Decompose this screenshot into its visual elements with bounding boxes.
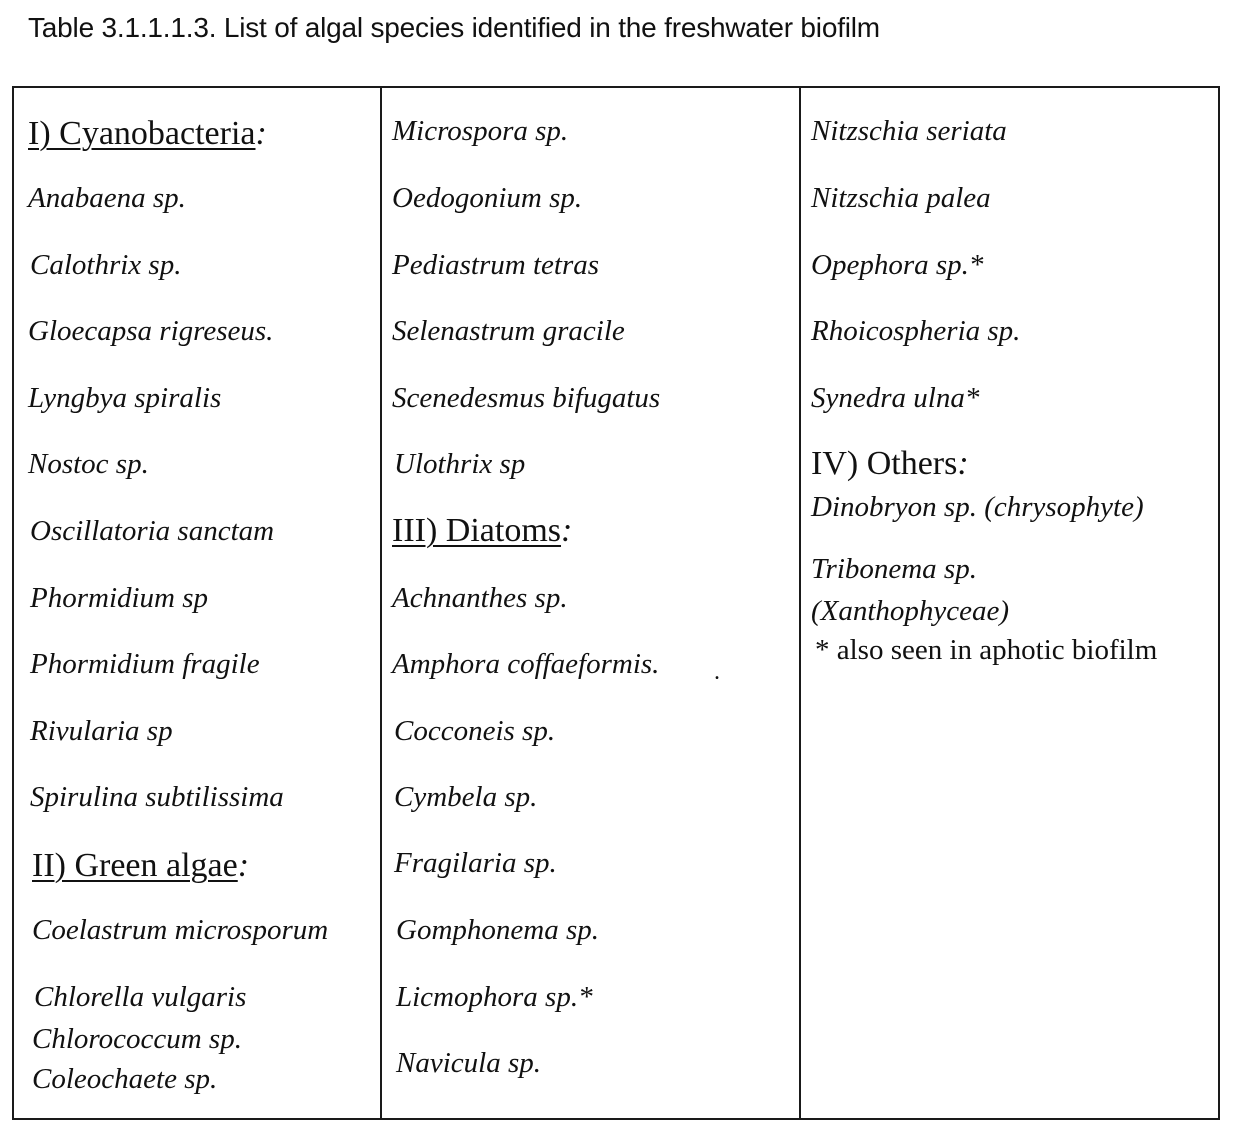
species-entry: Achnanthes sp. xyxy=(392,582,568,614)
species-entry: Cocconeis sp. xyxy=(394,715,556,747)
species-entry: Spirulina subtilissima xyxy=(30,781,284,813)
species-entry: Rivularia sp xyxy=(30,715,173,747)
species-entry: Fragilaria sp. xyxy=(394,847,557,879)
species-entry: Selenastrum gracile xyxy=(392,315,625,347)
section-heading-ii-green-algae xyxy=(32,846,249,886)
footnote: * also seen in aphotic biofilm xyxy=(815,634,1158,666)
column-cyanobacteria-green-algae xyxy=(28,88,378,1118)
species-entry: Rhoicospheria sp. xyxy=(811,315,1021,347)
species-entry: Chlorella vulgaris xyxy=(34,981,247,1013)
section-heading-label: II) Green algae xyxy=(32,847,238,884)
section-heading-iv-others xyxy=(811,444,969,484)
section-heading-label: IV) Others xyxy=(811,445,958,482)
species-entry: Pediastrum tetras xyxy=(392,249,600,281)
species-entry: Phormidium sp xyxy=(30,582,209,614)
section-heading-label: I) Cyanobacteria xyxy=(28,115,256,152)
section-heading-colon: : xyxy=(255,115,267,152)
species-table xyxy=(12,86,1220,1120)
section-heading-colon: : xyxy=(957,445,969,482)
species-entry: Lyngbya spiralis xyxy=(28,382,222,414)
species-entry: Oedogonium sp. xyxy=(392,182,583,214)
species-entry: Opephora sp.* xyxy=(811,249,984,281)
section-heading-colon: : xyxy=(561,512,573,549)
species-entry: Navicula sp. xyxy=(396,1047,541,1079)
column-divider xyxy=(799,88,801,1118)
species-entry: Nitzschia palea xyxy=(811,182,991,214)
species-entry: Tribonema sp. xyxy=(811,553,977,585)
section-heading-colon: : xyxy=(237,847,250,884)
column-green-algae-diatoms xyxy=(392,88,796,1118)
species-entry: Gomphonema sp. xyxy=(396,914,599,946)
species-entry: Scenedesmus bifugatus xyxy=(392,382,661,414)
table-caption: Table 3.1.1.1.3. List of algal species identified in the freshwater biofilm xyxy=(28,12,880,43)
species-entry: Coleochaete sp. xyxy=(32,1063,218,1095)
species-entry: Gloecapsa rigreseus. xyxy=(28,315,274,347)
section-heading-label: III) Diatoms xyxy=(392,512,562,549)
species-entry: Nostoc sp. xyxy=(28,448,149,480)
species-entry: Cymbela sp. xyxy=(394,781,538,813)
species-entry: Anabaena sp. xyxy=(28,182,186,214)
column-diatoms-others xyxy=(811,88,1217,1118)
species-entry: Nitzschia seriata xyxy=(811,115,1007,147)
species-entry: (Xanthophyceae) xyxy=(811,595,1010,627)
species-entry: Chlorococcum sp. xyxy=(32,1023,242,1055)
species-entry: Calothrix sp. xyxy=(30,249,182,281)
stray-dot-mark: . xyxy=(714,659,720,685)
species-entry: Microspora sp. xyxy=(392,115,569,147)
species-entry: Phormidium fragile xyxy=(30,648,260,680)
species-entry: Synedra ulna* xyxy=(811,382,980,414)
species-entry: Coelastrum microsporum xyxy=(32,914,329,946)
section-heading-i-cyanobacteria xyxy=(28,114,267,154)
species-entry: Oscillatoria sanctam xyxy=(30,515,275,547)
section-heading-iii-diatoms xyxy=(392,511,572,551)
species-entry: Dinobryon sp. (chrysophyte) xyxy=(811,491,1144,523)
species-entry: Ulothrix sp xyxy=(394,448,526,480)
species-entry: Amphora coffaeformis. xyxy=(392,648,660,680)
species-entry: Licmophora sp.* xyxy=(396,981,593,1013)
column-divider xyxy=(380,88,382,1118)
